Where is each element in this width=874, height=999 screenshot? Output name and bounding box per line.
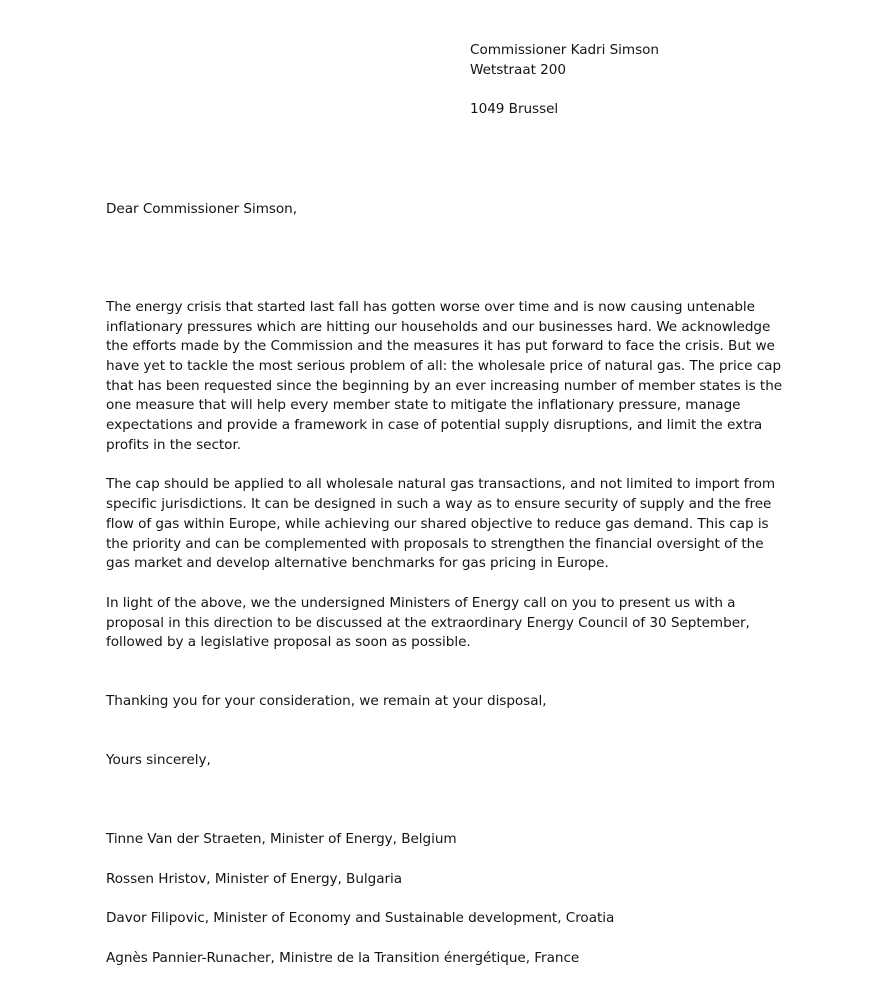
paragraph-line: The cap should be applied to all wholesale natural gas transactions, and not limited to import from: [106, 476, 776, 492]
paragraph-line: The energy crisis that started last fall has gotten worse over time and is now causing untenable: [106, 299, 755, 315]
paragraph-line: proposal in this direction to be discussed at the extraordinary Energy Council of 30 September,: [106, 615, 750, 631]
paragraph-line: followed by a legislative proposal as soon as possible.: [106, 634, 471, 650]
paragraph-line: one measure that will help every member state to mitigate the inflationary pressure, manage: [106, 397, 741, 413]
paragraph-line: have yet to tackle the most serious problem of all: the wholesale price of natural gas. The price cap: [106, 358, 782, 374]
paragraph-line: the priority and can be complemented with proposals to strengthen the financial oversight of the: [106, 536, 764, 552]
paragraph-line: that has been requested since the beginning by an ever increasing number of member states is the: [106, 378, 783, 394]
paragraph-line: gas market and develop alternative benchmarks for gas pricing in Europe.: [106, 555, 609, 571]
thanks-line: Thanking you for your consideration, we remain at your disposal,: [106, 693, 547, 709]
recipient-name: Commissioner Kadri Simson: [470, 42, 659, 58]
signatory: Davor Filipovic, Minister of Economy and Sustainable development, Croatia: [106, 910, 615, 926]
paragraph-line: the efforts made by the Commission and the measures it has put forward to face the crisis. But we: [106, 338, 775, 354]
signatory: Agnès Pannier-Runacher, Ministre de la Transition énergétique, France: [106, 950, 580, 966]
paragraph-line: flow of gas within Europe, while achieving our shared objective to reduce gas demand. This cap is: [106, 516, 769, 532]
salutation: Dear Commissioner Simson,: [106, 201, 298, 217]
paragraph-line: expectations and provide a framework in case of potential supply disruptions, and limit the extra: [106, 417, 763, 433]
paragraph-line: In light of the above, we the undersigned Ministers of Energy call on you to present us with a: [106, 595, 736, 611]
closing: Yours sincerely,: [106, 752, 211, 768]
paragraph-line: profits in the sector.: [106, 437, 242, 453]
signatory: Tinne Van der Straeten, Minister of Energy, Belgium: [106, 831, 457, 847]
paragraph-line: specific jurisdictions. It can be designed in such a way as to ensure security of supply and the free: [106, 496, 772, 512]
paragraph-line: inflationary pressures which are hitting our households and our businesses hard. We acknowledge: [106, 319, 771, 335]
signatory: Rossen Hristov, Minister of Energy, Bulgaria: [106, 871, 403, 887]
recipient-city: 1049 Brussel: [470, 101, 559, 117]
recipient-street: Wetstraat 200: [470, 62, 566, 78]
